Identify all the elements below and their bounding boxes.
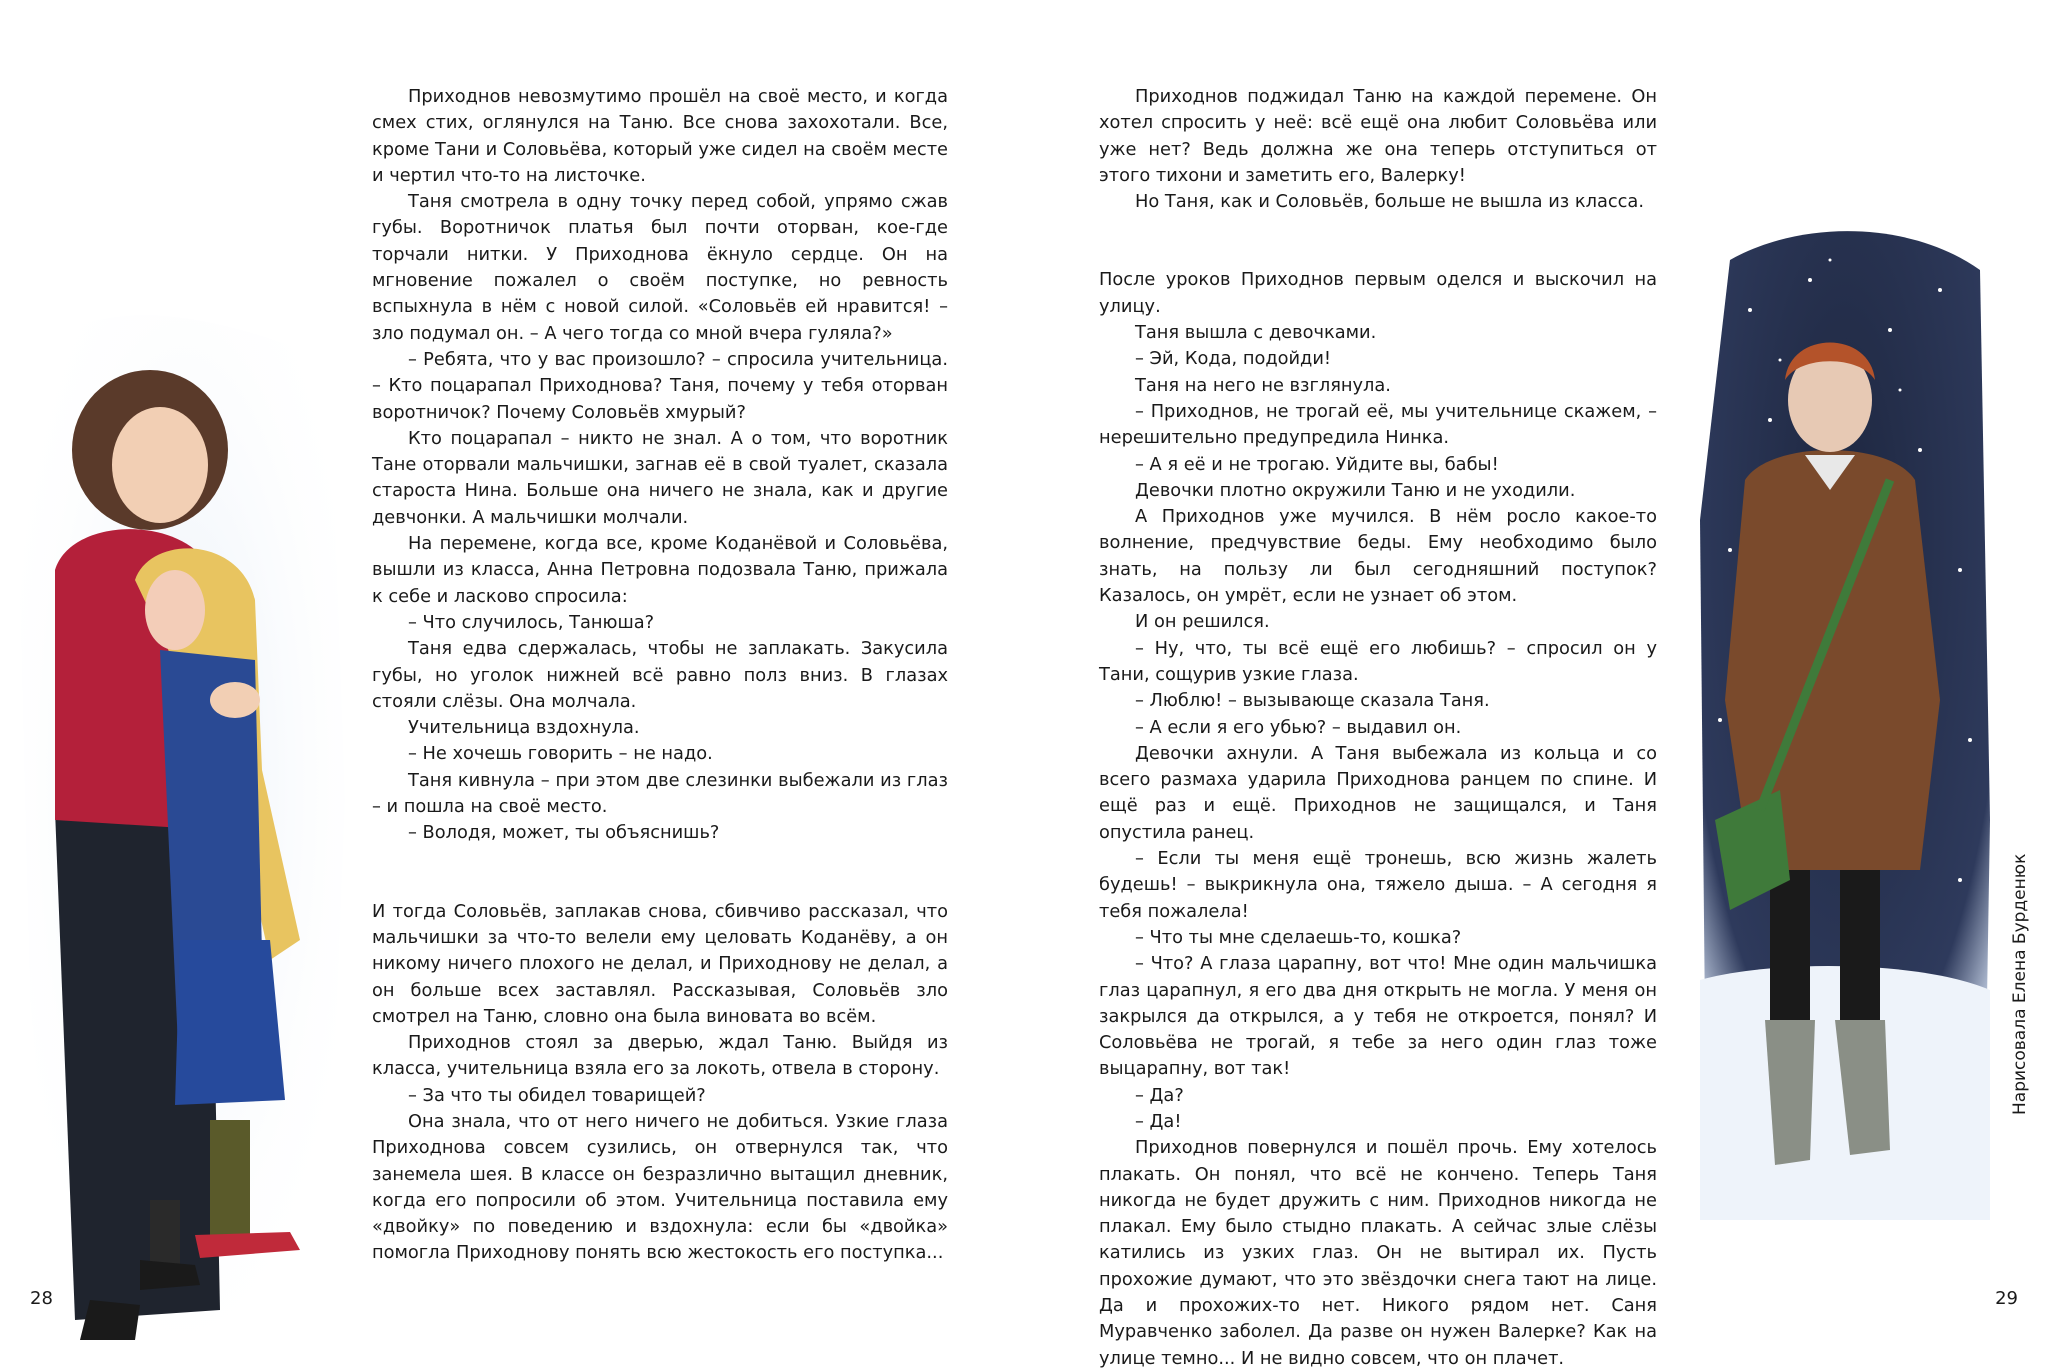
paragraph: Но Таня, как и Соловьёв, больше не вышла из класса. — [1135, 191, 1644, 213]
paragraph: Кто поцарапал – никто не знал. А о том, что воротник Тане оторвали мальчишки, загнав её в свой туалет, сказала староста Нина. Больше она ничего не знала, как и другие девчонки. А мальчишки молчали. — [372, 427, 948, 528]
paragraph: – Что случилось, Танюша? — [408, 611, 655, 633]
paragraph: – Эй, Кода, подойди! — [1135, 348, 1332, 370]
paragraph: – Если ты меня ещё тронешь, всю жизнь жалеть будешь! – выкрикнула она, тяжело дыша. – А сегодня я тебя пожалела! — [1099, 848, 1657, 922]
paragraph: Учительница вздохнула. — [408, 717, 640, 739]
illustration-boy-in-snow — [1690, 220, 2000, 1230]
paragraph: – Что ты мне сделаешь-то, кошка? — [1135, 926, 1462, 948]
illustration-teacher-hugging-girl — [0, 300, 360, 1351]
paragraph: Приходнов стоял за дверью, ждал Таню. Выйдя из класса, учительница взяла его за локоть, отвела в сторону. — [372, 1032, 948, 1080]
paragraph: Таня вышла с девочками. — [1135, 322, 1377, 344]
page-number: 29 — [1995, 1288, 2018, 1309]
illustrator-credit: Нарисовала Елена Бурденюк — [2010, 853, 2030, 1115]
paragraph: – Не хочешь говорить – не надо. — [408, 743, 713, 765]
paragraph: Таня едва сдержалась, чтобы не заплакать. Закусила губы, но уголок нижней всё равно полз вниз. В глазах стояли слёзы. Она молчала. — [372, 638, 948, 712]
right-page — [1024, 0, 2048, 1369]
section-break — [372, 847, 948, 899]
paragraph: – Люблю! – вызывающе сказала Таня. — [1135, 690, 1490, 712]
paragraph: Таня смотрела в одну точку перед собой, упрямо сжав губы. Воротничок платья был почти оторван, кое-где торчали нитки. У Приходнова ёкнуло сердце. Он на мгновение пожалел о своём поступке, но ревность вспыхнула в нём с новой силой. «Соловьёв ей нравится! – зло подумал он. – А чего тогда со мной вчера гуляла?» — [372, 191, 948, 344]
paragraph: – Володя, может, ты объяснишь? — [408, 822, 720, 844]
paragraph: Приходнов повернулся и пошёл прочь. Ему хотелось плакать. Он понял, что всё не кончено. Теперь Таня никогда не будет дружить с ним. Приходнов никогда не плакал. Ему было стыдно плакать. А сейчас злые слёзы катились из узких глаз. Он не вытирал их. Пусть прохожие думают, что это звёздочки снега тают на лице. Да и прохожих-то нет. Никого рядом нет. Саня Муравченко заболел. Да разве он нужен Валерке? Как на улице темно... И не видно совсем, что он плачет. — [1099, 1137, 1657, 1369]
paragraph: – Да? — [1135, 1084, 1184, 1106]
paragraph: А Приходнов уже мучился. В нём росло какое-то волнение, предчувствие беды. Ему необходимо было знать, на пользу ли был сегодняшний поступок? Казалось, он умрёт, если не узнает об этом. — [1099, 506, 1657, 607]
paragraph: Таня на него не взглянула. — [1135, 374, 1391, 396]
paragraph: После уроков Приходнов первым оделся и выскочил на улицу. — [1099, 269, 1657, 317]
paragraph: – Приходнов, не трогай её, мы учительнице скажем, – нерешительно предупредила Нинка. — [1099, 400, 1657, 449]
text-column-right — [1099, 84, 1657, 1372]
paragraph: Она знала, что от него ничего не добиться. Узкие глаза Приходнова совсем сузились, он отвернулся так, что занемела шея. В классе он безразлично вытащил дневник, когда его попросили об этом. Учительница поставила ему «двойку» по поведению и вздохнула: если бы «двойка» помогла Приходнову понять всю жестокость его поступка... — [372, 1110, 948, 1264]
paragraph: Приходнов поджидал Таню на каждой перемене. Он хотел спросить у неё: всё ещё она любит Соловьёва или уже нет? Ведь должна же она теперь отступиться от этого тихони и заметить его, Валерку! — [1099, 86, 1657, 186]
paragraph: На перемене, когда все, кроме Коданёвой и Соловьёва, вышли из класса, Анна Петровна подозвала Таню, прижала к себе и ласково спросила: — [372, 533, 948, 607]
paragraph: – А если я его убью? – выдавил он. — [1135, 716, 1462, 738]
paragraph: Таня кивнула – при этом две слезинки выбежали из глаз – и пошла на своё место. — [372, 769, 948, 818]
paragraph: И он решился. — [1135, 611, 1270, 633]
paragraph: Приходнов невозмутимо прошёл на своё место, и когда смех стих, оглянулся на Таню. Все снова захохотали. Все, кроме Тани и Соловьёва, который уже сидел на своём месте и чертил что-то на листочке. — [372, 86, 948, 186]
section-break — [1099, 215, 1657, 267]
paragraph: Девочки плотно окружили Таню и не уходили. — [1135, 479, 1576, 501]
paragraph: – Да! — [1135, 1110, 1182, 1132]
paragraph: – За что ты обидел товарищей? — [408, 1084, 706, 1106]
paragraph: – Ну, что, ты всё ещё его любишь? – спросил он у Тани, сощурив узкие глаза. — [1099, 637, 1657, 685]
left-page — [0, 0, 1024, 1351]
paragraph: – Ребята, что у вас произошло? – спросила учительница. – Кто поцарапал Приходнова? Таня, почему у тебя оторван воротничок? Почему Соловьёв хмурый? — [372, 348, 948, 423]
paragraph: – А я её и не трогаю. Уйдите вы, бабы! — [1135, 453, 1499, 475]
paragraph: Девочки ахнули. А Таня выбежала из кольца и со всего размаха ударила Приходнова ранцем по спине. И ещё раз и ещё. Приходнов не защищался, и Таня опустила ранец. — [1099, 742, 1657, 843]
page-number: 28 — [30, 1288, 53, 1309]
paragraph: – Что? А глаза царапну, вот что! Мне один мальчишка глаз царапнул, я его два дня открыть не могла. У меня он закрылся да открылся, а у тебя не откроется, понял? И Соловьёва не трогай, я тебе за него один глаз тоже выцарапну, вот так! — [1099, 953, 1657, 1080]
text-column-left — [372, 84, 948, 1267]
paragraph: И тогда Соловьёв, заплакав снова, сбивчиво рассказал, что мальчишки за что-то велели ему целовать Коданёву, а он никому ничего плохого не делал, и Приходнову не делал, а он больше всех заставлял. Рассказывая, Соловьёв зло смотрел на Таню, словно она была виновата во всём. — [372, 900, 948, 1027]
